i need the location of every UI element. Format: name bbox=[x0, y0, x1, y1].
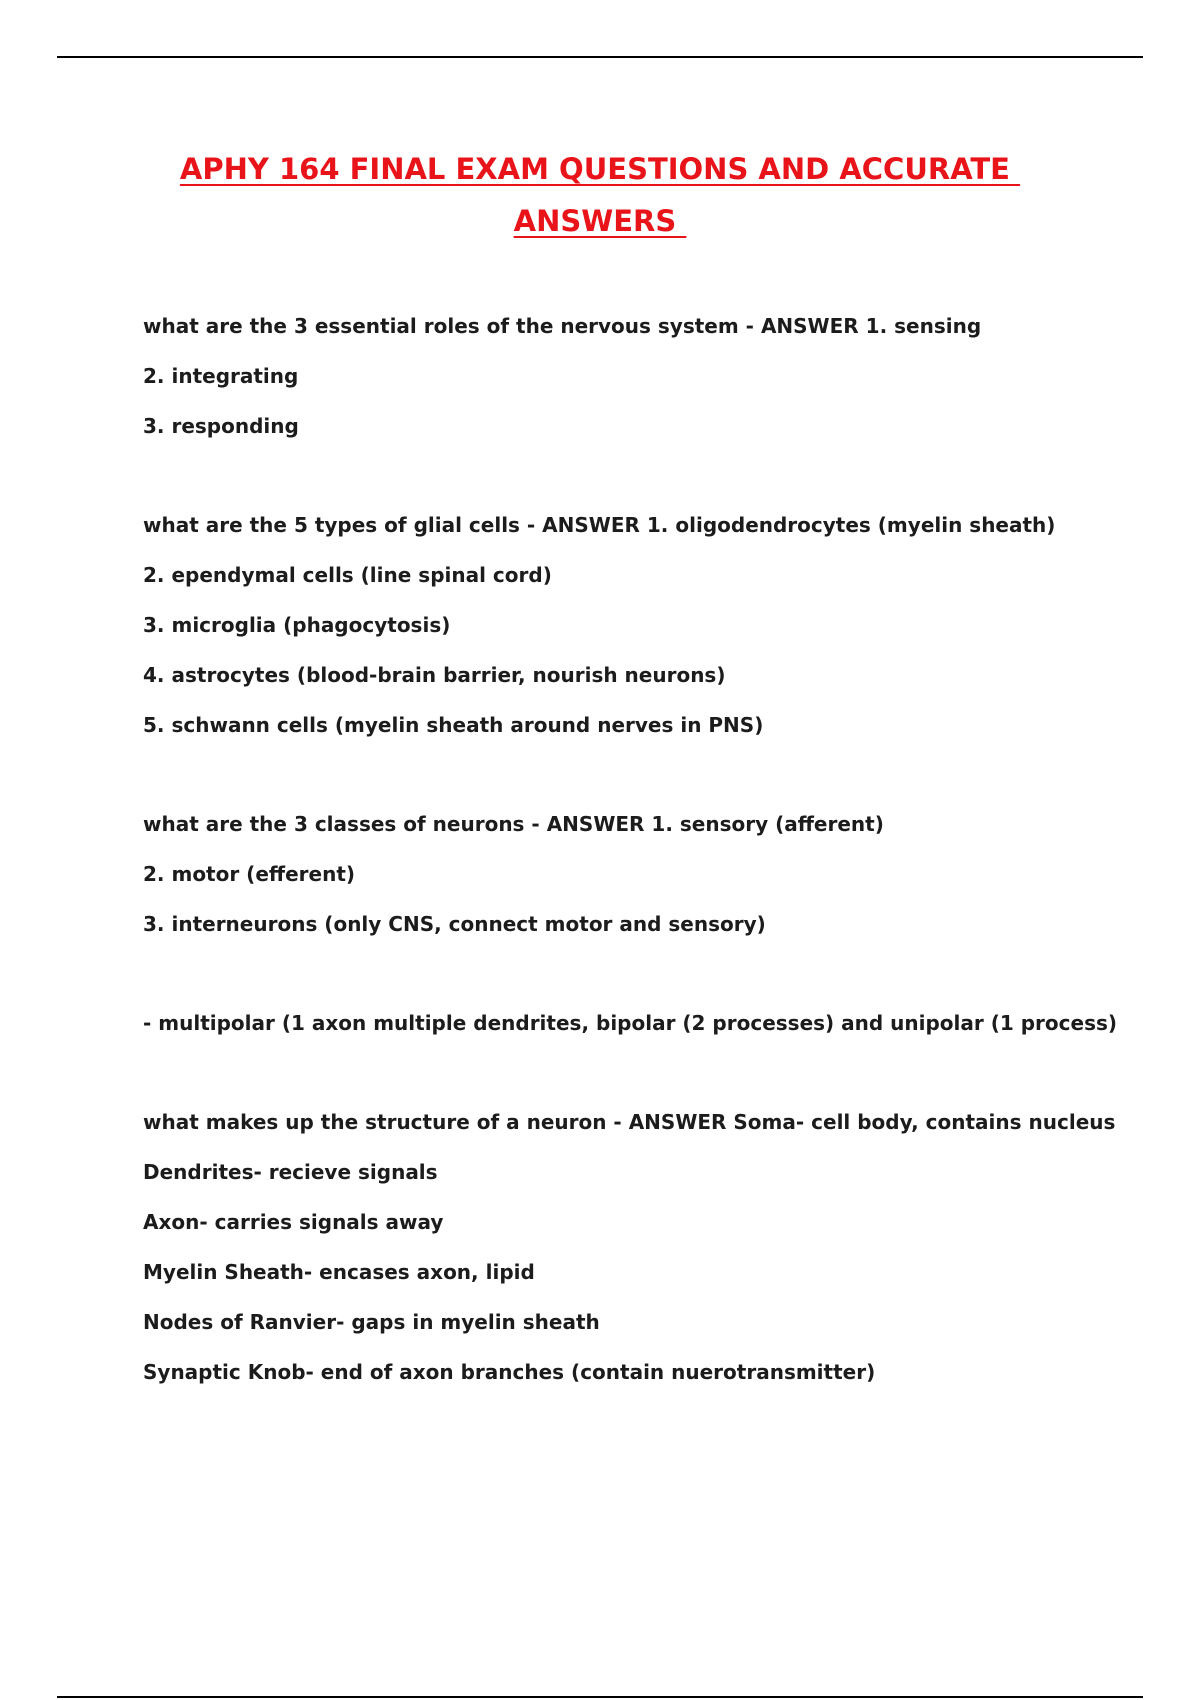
answer-line: 3. microglia (phagocytosis) bbox=[143, 613, 451, 637]
note-line: - multipolar (1 axon multiple dendrites, bipolar (2 processes) and unipolar (1 process) bbox=[143, 1011, 1118, 1035]
answer-line: Myelin Sheath- encases axon, lipid bbox=[143, 1260, 535, 1284]
answer-line: Nodes of Ranvier- gaps in myelin sheath bbox=[143, 1310, 600, 1334]
answer-line: 2. motor (efferent) bbox=[143, 862, 356, 886]
question-line: what are the 3 essential roles of the nervous system - ANSWER 1. sensing bbox=[143, 314, 982, 338]
answer-line: 5. schwann cells (myelin sheath around nerves in PNS) bbox=[143, 713, 764, 737]
answer-line: 3. interneurons (only CNS, connect motor and sensory) bbox=[143, 912, 766, 936]
bottom-rule bbox=[57, 1696, 1143, 1698]
qa-block-nervous-system-roles bbox=[143, 311, 1143, 461]
answer-line: 2. ependymal cells (line spinal cord) bbox=[143, 563, 552, 587]
qa-block-glial-cells bbox=[143, 510, 1143, 760]
top-rule bbox=[57, 56, 1143, 58]
qa-block-neuron-classes bbox=[143, 809, 1143, 959]
question-line: what makes up the structure of a neuron - ANSWER Soma- cell body, contains nucleus bbox=[143, 1110, 1116, 1134]
answer-line: Synaptic Knob- end of axon branches (contain nuerotransmitter) bbox=[143, 1360, 876, 1384]
title-line-2: ANSWERS bbox=[513, 204, 687, 238]
block-spacer bbox=[143, 760, 1143, 809]
answer-line: 2. integrating bbox=[143, 364, 299, 388]
document-title bbox=[0, 143, 1200, 247]
title-line-1: APHY 164 FINAL EXAM QUESTIONS AND ACCURATE bbox=[179, 152, 1021, 186]
answer-line: 3. responding bbox=[143, 414, 299, 438]
answer-line: Axon- carries signals away bbox=[143, 1210, 444, 1234]
question-line: what are the 3 classes of neurons - ANSWER 1. sensory (afferent) bbox=[143, 812, 884, 836]
answer-line: Dendrites- recieve signals bbox=[143, 1160, 438, 1184]
qa-block-neuron-shapes bbox=[143, 1008, 1143, 1058]
block-spacer bbox=[143, 1058, 1143, 1107]
answer-line: 4. astrocytes (blood-brain barrier, nourish neurons) bbox=[143, 663, 726, 687]
document-body bbox=[143, 311, 1143, 1407]
block-spacer bbox=[143, 461, 1143, 510]
question-line: what are the 5 types of glial cells - ANSWER 1. oligodendrocytes (myelin sheath) bbox=[143, 513, 1056, 537]
block-spacer bbox=[143, 959, 1143, 1008]
qa-block-neuron-structure bbox=[143, 1107, 1143, 1407]
